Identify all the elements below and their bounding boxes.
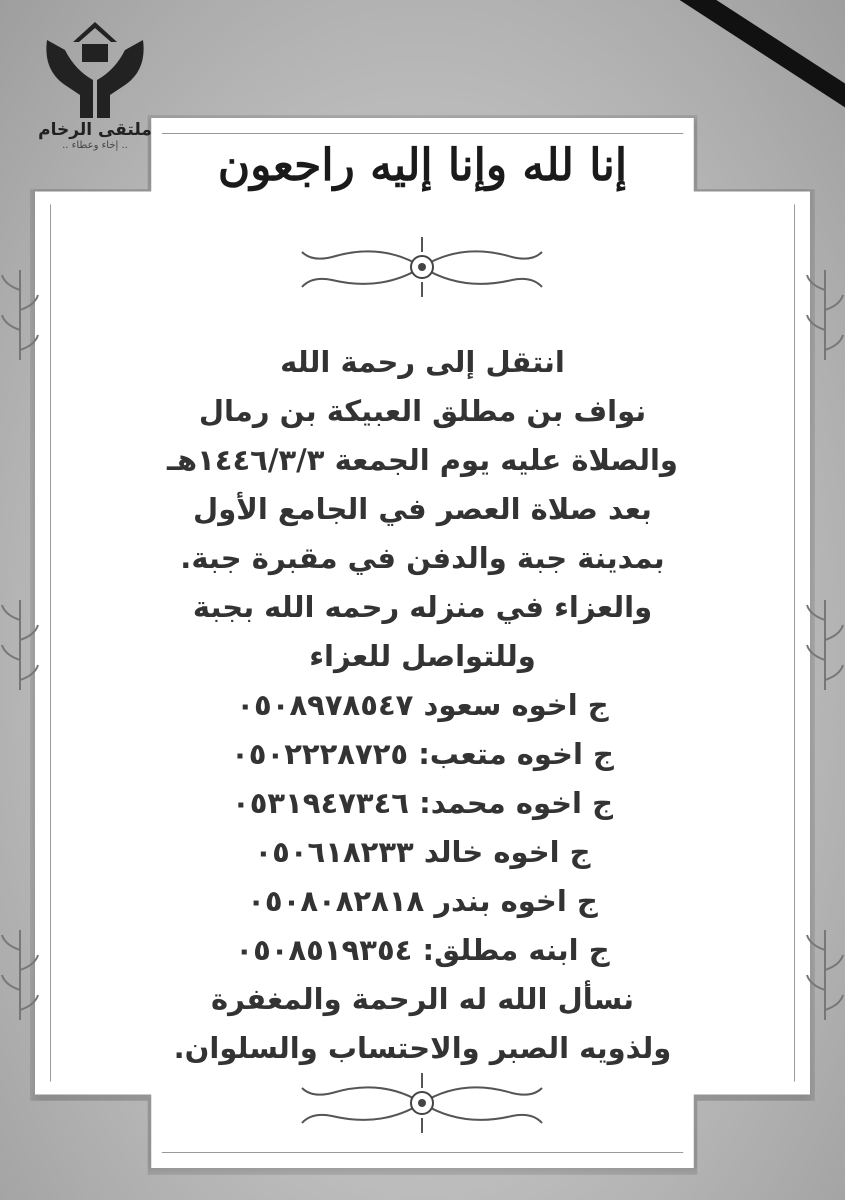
closing-line: ولذويه الصبر والاحتساب والسلوان. — [173, 1031, 672, 1065]
condolence-location: والعزاء في منزله رحمه الله بجبة — [192, 590, 653, 624]
contact-line: ج ابنه مطلق: ٠٥٠٨٥١٩٣٥٤ — [235, 933, 610, 967]
contact-line: ج اخوه متعب: ٠٥٠٢٢٢٨٧٢٥ — [231, 737, 614, 771]
prayer-location: بعد صلاة العصر في الجامع الأول — [193, 492, 652, 526]
side-floral-ornament-icon — [805, 270, 845, 360]
calligraphy-header: إنا لله وإنا إليه راجعون — [217, 140, 628, 191]
closing-line: نسأل الله له الرحمة والمغفرة — [210, 982, 635, 1016]
logo-name: ملتقى الرخام — [38, 120, 152, 140]
obituary-text — [100, 338, 745, 1073]
contact-line: ج اخوه محمد: ٠٥٣١٩٤٧٣٤٦ — [232, 786, 613, 820]
side-floral-ornament-icon — [805, 600, 845, 690]
contact-heading: وللتواصل للعزاء — [309, 639, 536, 673]
announcement-line: انتقل إلى رحمة الله — [280, 345, 565, 379]
floral-ornament-bottom-icon — [292, 1068, 552, 1138]
burial-location: بمدينة جبة والدفن في مقبرة جبة. — [180, 541, 665, 575]
side-floral-ornament-icon — [0, 930, 40, 1020]
contact-line: ج اخوه سعود ٠٥٠٨٩٧٨٥٤٧ — [236, 688, 609, 722]
side-floral-ornament-icon — [0, 270, 40, 360]
logo-tagline: .. إخاء وعطاء .. — [62, 140, 128, 151]
deceased-name: نواف بن مطلق العبيكة بن رمال — [198, 394, 647, 428]
logo — [20, 10, 170, 151]
hands-house-icon — [35, 10, 155, 120]
mourning-ribbon — [661, 0, 845, 129]
floral-ornament-top-icon — [292, 232, 552, 302]
prayer-date: والصلاة عليه يوم الجمعة ١٤٤٦/٣/٣هـ — [167, 443, 678, 477]
contact-line: ج اخوه خالد ٠٥٠٦١٨٢٣٣ — [254, 835, 591, 869]
side-floral-ornament-icon — [0, 600, 40, 690]
contact-line: ج اخوه بندر ٠٥٠٨٠٨٢٨١٨ — [247, 884, 598, 918]
side-floral-ornament-icon — [805, 930, 845, 1020]
